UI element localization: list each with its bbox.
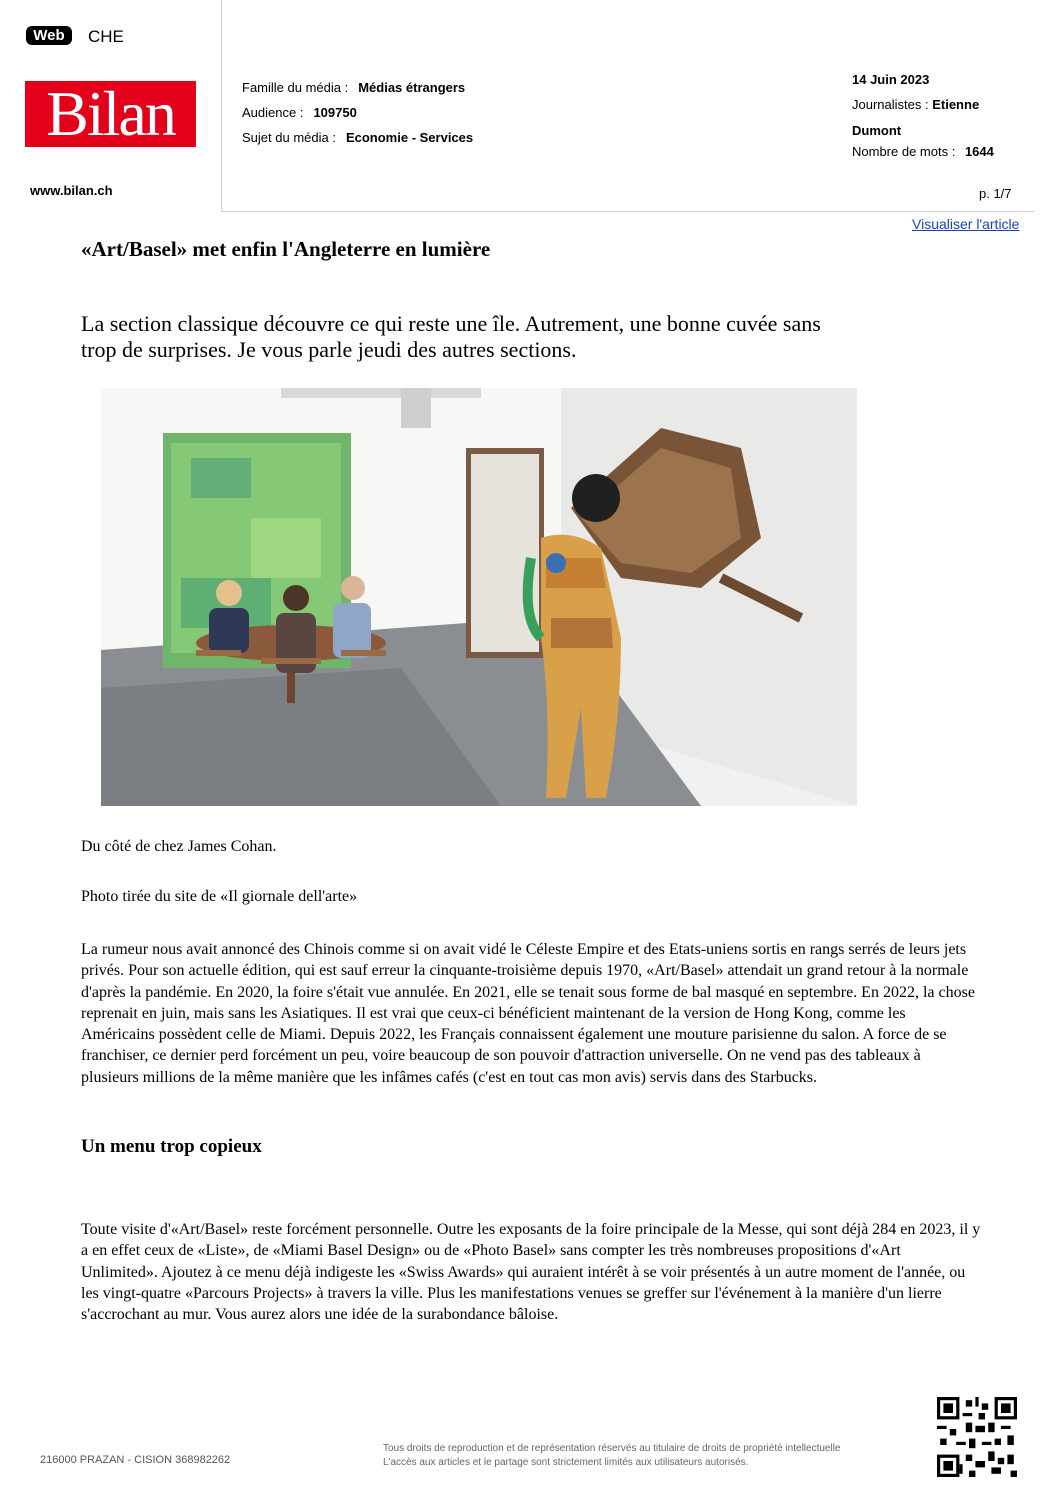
publication-date: 14 Juin 2023 xyxy=(852,72,930,87)
meta-key: Audience : xyxy=(242,105,304,120)
qr-code-icon[interactable] xyxy=(937,1397,1017,1477)
meta-key: Famille du média : xyxy=(242,80,349,95)
bilan-logo: Bilan xyxy=(25,81,196,147)
header-left-panel xyxy=(0,0,222,212)
meta-audience xyxy=(242,105,357,120)
web-badge: Web xyxy=(26,26,72,45)
photo-caption: Du côté de chez James Cohan. xyxy=(81,838,277,855)
article-paragraph: La rumeur nous avait annoncé des Chinois comme si on avait vidé le Céleste Empire et des Etats-uniens sortis en rangs serrés de leurs jets privés. Pour son actuelle édition, qui est sauf erreur la cinquante-troisième depuis 1970, «Art/Basel» attendait un grand retour à la normale d'après la pandémie. En 2020, la foire s'était vue annulée. En 2021, elle se tenait sous forme de bal masqué en septembre. En 2022, la chose reprenait en juin, mais sans les Asiatiques. Il est vrai que ceux-ci bénéficient maintenant de la version de Hong Kong, comme les Américains possèdent celle de Miami. Depuis 2022, les Français connaissent également une mouture parisienne du salon. A force de se franchiser, ce dernier perd forcément un peu, voire beaucoup de son pouvoir d'attraction universelle. On ne vend pas des tableaux à plusieurs millions de la même manière que les infâmes cafés (c'est en tout cas mon avis) servis dans des Starbucks. xyxy=(81,941,975,1086)
gallery-scene-illustration xyxy=(101,388,857,806)
footer-rights xyxy=(383,1442,923,1470)
meta-value: 109750 xyxy=(313,105,357,120)
word-count xyxy=(852,144,994,159)
footer-reference: 216000 PRAZAN - CISION 368982262 xyxy=(40,1454,231,1466)
view-article-link[interactable]: Visualiser l'article xyxy=(912,216,1020,232)
journalists-last-name: Dumont xyxy=(852,123,902,138)
meta-subject xyxy=(242,130,473,145)
rights-line: Tous droits de reproduction et de représentation réservés au titulaire de droits de propriété intellectuelle xyxy=(383,1443,841,1454)
journalists-label: Journalistes : xyxy=(852,97,929,112)
journalists xyxy=(852,97,979,112)
header-divider xyxy=(222,211,1034,212)
article-paragraph: Toute visite d'«Art/Basel» reste forcément personnelle. Outre les exposants de la foire principale de la Messe, qui sont déjà 284 en 2023, il y a en effet ceux de «Liste», de «Miami Basel Design» ou de «Photo Basel» sans compter les très nombreuses propositions d'«Art Unlimited». Ajoutez à ce menu déjà indigeste les «Swiss Awards» qui auraient intérêt à se voir présentés à un autre moment de l'année, ou les vingt-quatre «Parcours Projects» à travers la ville. Plus les manifestations venues se greffer sur l'événement à la manière d'un lierre s'accrochant au mur. Vous aurez alors une idée de la surabondance bâloise. xyxy=(81,1221,981,1324)
article-photo xyxy=(101,388,857,806)
photo-credit: Photo tirée du site de «Il giornale dell'arte» xyxy=(81,888,358,905)
country-code: CHE xyxy=(88,27,124,46)
meta-media-family xyxy=(242,80,465,95)
meta-value: Economie - Services xyxy=(345,130,474,145)
section-subheading: Un menu trop copieux xyxy=(81,1136,262,1157)
page-number: p. 1/7 xyxy=(979,186,1012,201)
rights-line: L'accès aux articles et le partage sont strictement limités aux utilisateurs autorisés. xyxy=(383,1457,749,1468)
word-count-label: Nombre de mots : xyxy=(852,144,956,159)
article-title: «Art/Basel» met enfin l'Angleterre en lumière xyxy=(81,237,491,261)
site-url: www.bilan.ch xyxy=(30,183,113,198)
journalists-first-name: Etienne xyxy=(932,97,980,112)
meta-key: Sujet du média : xyxy=(242,130,336,145)
meta-value: Médias étrangers xyxy=(358,80,466,95)
word-count-value: 1644 xyxy=(964,144,994,159)
article-lead: La section classique découvre ce qui reste une île. Autrement, une bonne cuvée sans trop de surprises. Je vous parle jeudi des autres sections. xyxy=(81,311,821,362)
